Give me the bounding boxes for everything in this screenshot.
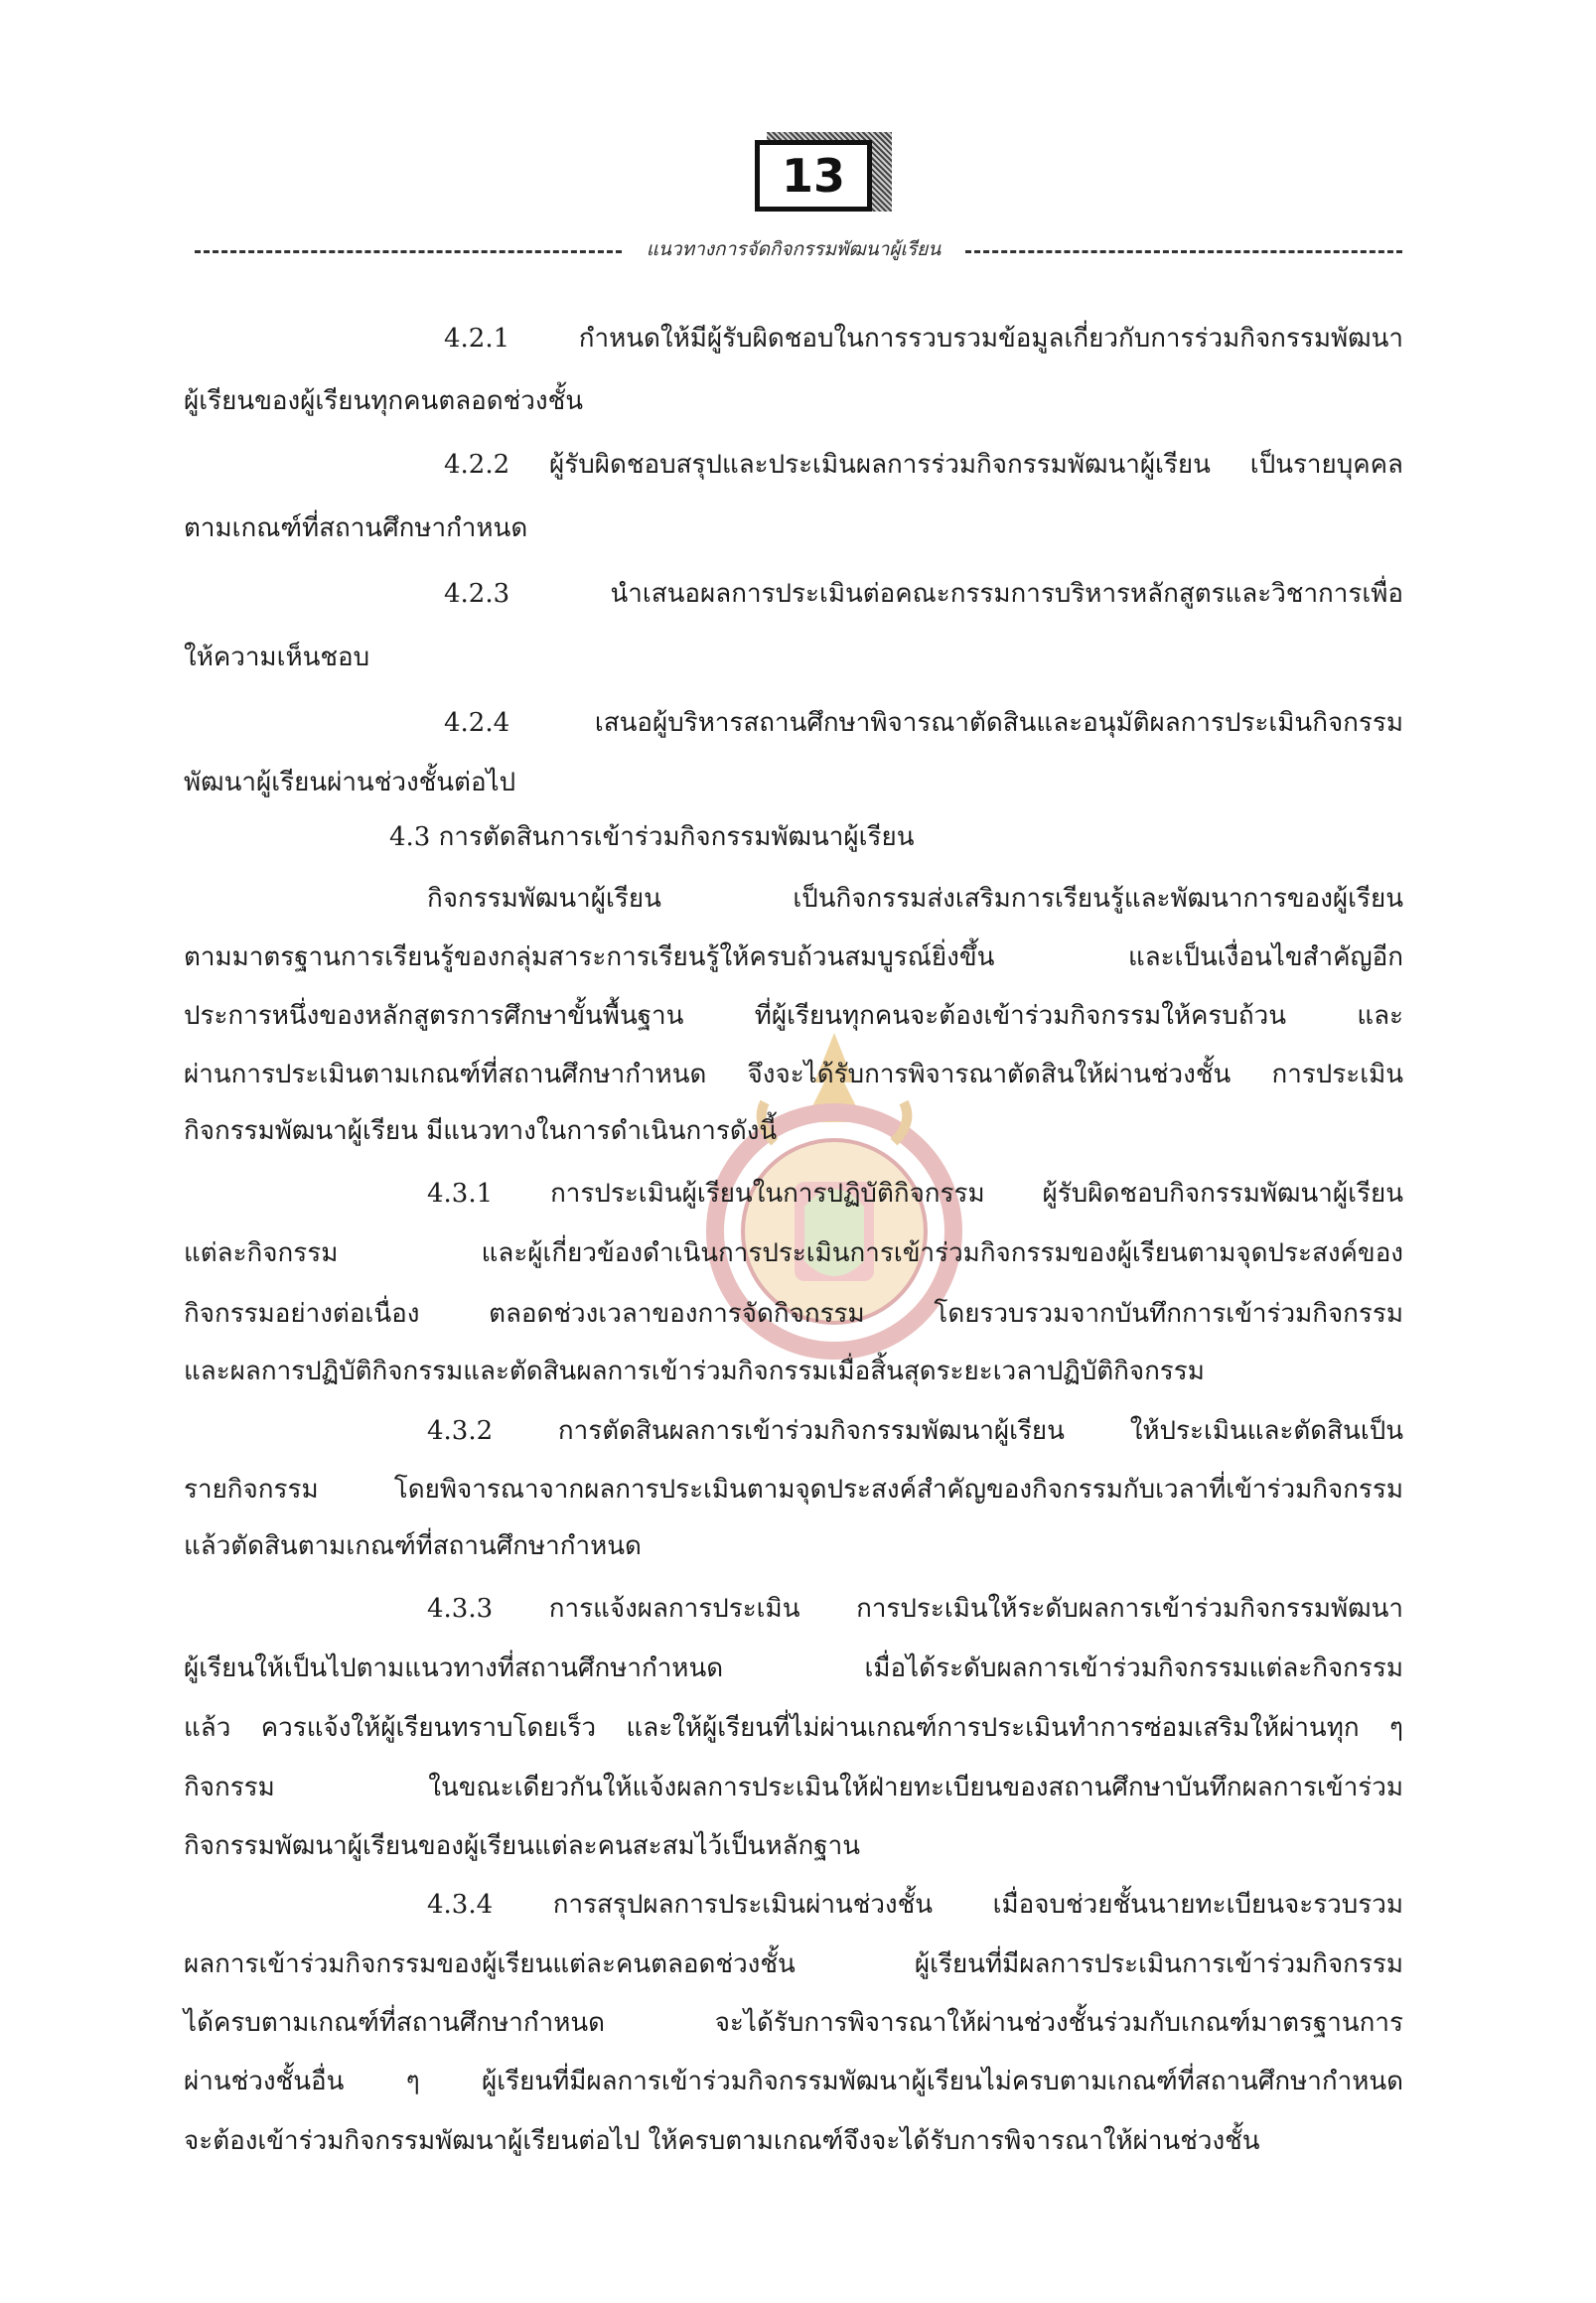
text-line-26: กิจกรรมพัฒนาผู้เรียนของผู้เรียนแต่ละคนสะสมไว้เป็นหลักฐาน	[184, 1831, 860, 1861]
text-line-27: 4.3.4 การสรุปผลการประเมินผ่านช่วงชั้น เมื่อจบช่วยชั้นนายทะเบียนจะรวบรวม	[427, 1890, 1403, 1920]
text-line-16: แต่ละกิจกรรม และผู้เกี่ยวข้องดำเนินการประเมินการเข้าร่วมกิจกรรมของผู้เรียนตามจุดประสงค์ของ	[184, 1238, 1403, 1268]
text-line-24: แล้ว ควรแจ้งให้ผู้เรียนทราบโดยเร็ว และให้ผู้เรียนที่ไม่ผ่านเกณฑ์การประเมินทำการซ่อมเสริมให้ผ่านทุก ๆ	[184, 1713, 1403, 1743]
text-line-19: 4.3.2 การตัดสินผลการเข้าร่วมกิจกรรมพัฒนาผู้เรียน ให้ประเมินและตัดสินเป็น	[427, 1416, 1403, 1446]
text-line-29: ได้ครบตามเกณฑ์ที่สถานศึกษากำหนด จะได้รับการพิจารณาให้ผ่านช่วงชั้นร่วมกับเกณฑ์มาตรฐานการ	[184, 2008, 1403, 2038]
text-line-06: ให้ความเห็นชอบ	[184, 643, 370, 672]
text-line-25: กิจกรรม ในขณะเดียวกันให้แจ้งผลการประเมินให้ฝ่ายทะเบียนของสถานศึกษาบันทึกผลการเข้าร่วม	[184, 1773, 1403, 1802]
text-line-05: 4.2.3 นำเสนอผลการประเมินต่อคณะกรรมการบริหารหลักสูตรและวิชาการเพื่อ	[444, 579, 1403, 609]
text-line-08: พัฒนาผู้เรียนผ่านช่วงชั้นต่อไป	[184, 768, 516, 797]
text-line-14: กิจกรรมพัฒนาผู้เรียน มีแนวทางในการดำเนินการดังนี้	[184, 1116, 778, 1146]
running-header: แนวทางการจัดกิจกรรมพัฒนาผู้เรียน	[646, 238, 942, 260]
text-line-12: ประการหนึ่งของหลักสูตรการศึกษาขั้นพื้นฐาน ที่ผู้เรียนทุกคนจะต้องเข้าร่วมกิจกรรมให้ครบถ้วน และ	[184, 1001, 1403, 1031]
text-line-04: ตามเกณฑ์ที่สถานศึกษากำหนด	[184, 513, 528, 543]
header-dashed-rule-right	[965, 250, 1402, 253]
text-line-20: รายกิจกรรม โดยพิจารณาจากผลการประเมินตามจุดประสงค์สำคัญของกิจกรรมกับเวลาที่เข้าร่วมกิจกรรม	[184, 1475, 1403, 1505]
page-number: 13	[755, 140, 872, 212]
text-line-23: ผู้เรียนให้เป็นไปตามแนวทางที่สถานศึกษากำหนด เมื่อได้ระดับผลการเข้าร่วมกิจกรรมแต่ละกิจกรรม	[184, 1654, 1403, 1683]
text-line-17: กิจกรรมอย่างต่อเนื่อง ตลอดช่วงเวลาของการจัดกิจกรรม โดยรวบรวมจากบันทึกการเข้าร่วมกิจกรรม	[184, 1299, 1403, 1329]
text-line-10: กิจกรรมพัฒนาผู้เรียน เป็นกิจกรรมส่งเสริมการเรียนรู้และพัฒนาการของผู้เรียน	[427, 884, 1403, 914]
text-line-13: ผ่านการประเมินตามเกณฑ์ที่สถานศึกษากำหนด จึงจะได้รับการพิจารณาตัดสินให้ผ่านช่วงชั้น การประเมิน	[184, 1060, 1403, 1089]
text-line-31: จะต้องเข้าร่วมกิจกรรมพัฒนาผู้เรียนต่อไป ให้ครบตามเกณฑ์จึงจะได้รับการพิจารณาให้ผ่านช่วงชั้น	[184, 2126, 1260, 2156]
text-line-07: 4.2.4 เสนอผู้บริหารสถานศึกษาพิจารณาตัดสินและอนุมัติผลการประเมินกิจกรรม	[444, 708, 1403, 738]
text-line-03: 4.2.2 ผู้รับผิดชอบสรุปและประเมินผลการร่วมกิจกรรมพัฒนาผู้เรียน เป็นรายบุคคล	[444, 450, 1403, 480]
text-line-18: และผลการปฏิบัติกิจกรรมและตัดสินผลการเข้าร่วมกิจกรรมเมื่อสิ้นสุดระยะเวลาปฏิบัติกิจกรรม	[184, 1357, 1205, 1386]
text-line-02: ผู้เรียนของผู้เรียนทุกคนตลอดช่วงชั้น	[184, 386, 583, 416]
text-line-28: ผลการเข้าร่วมกิจกรรมของผู้เรียนแต่ละคนตลอดช่วงชั้น ผู้เรียนที่มีผลการประเมินการเข้าร่วมกิจกรรม	[184, 1949, 1403, 1979]
text-line-11: ตามมาตรฐานการเรียนรู้ของกลุ่มสาระการเรียนรู้ให้ครบถ้วนสมบูรณ์ยิ่งขึ้น และเป็นเงื่อนไขสำคัญอีก	[184, 942, 1403, 972]
header-dashed-rule-left	[195, 250, 622, 253]
text-line-01: 4.2.1 กำหนดให้มีผู้รับผิดชอบในการรวบรวมข้อมูลเกี่ยวกับการร่วมกิจกรรมพัฒนา	[444, 324, 1403, 354]
text-line-21: แล้วตัดสินตามเกณฑ์ที่สถานศึกษากำหนด	[184, 1531, 642, 1561]
text-line-15: 4.3.1 การประเมินผู้เรียนในการปฏิบัติกิจกรรม ผู้รับผิดชอบกิจกรรมพัฒนาผู้เรียน	[427, 1179, 1403, 1209]
section-heading-4-3: 4.3 การตัดสินการเข้าร่วมกิจกรรมพัฒนาผู้เรียน	[389, 822, 915, 852]
text-line-30: ผ่านช่วงชั้นอื่น ๆ ผู้เรียนที่มีผลการเข้าร่วมกิจกรรมพัฒนาผู้เรียนไม่ครบตามเกณฑ์ที่สถานศึกษากำหนด	[184, 2067, 1403, 2096]
text-line-22: 4.3.3 การแจ้งผลการประเมิน การประเมินให้ระดับผลการเข้าร่วมกิจกรรมพัฒนา	[427, 1594, 1403, 1624]
